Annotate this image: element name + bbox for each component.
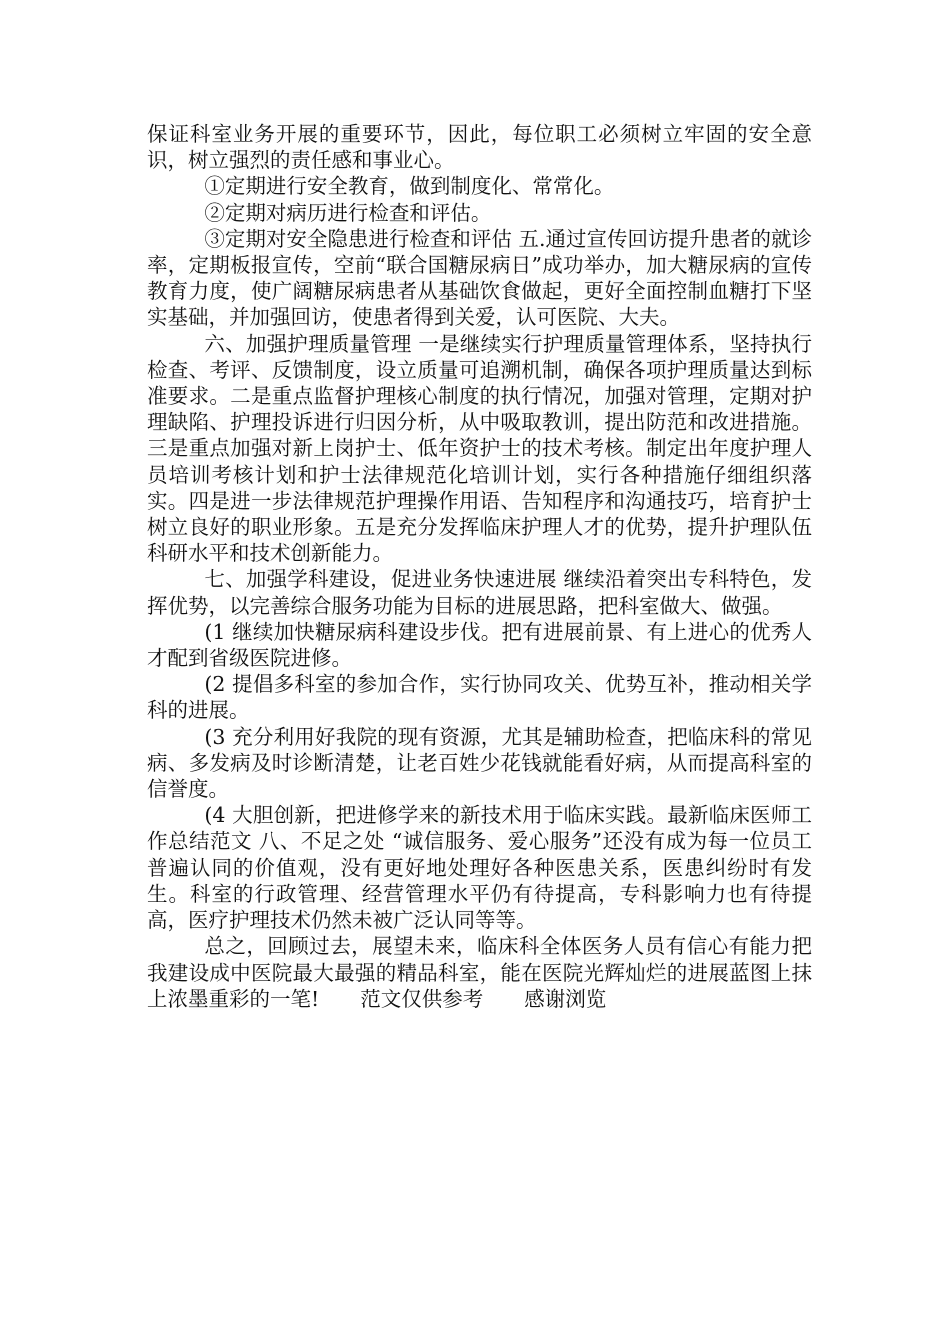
list-item-cooperation: (2 提倡多科室的参加合作，实行协同攻关、优势互补，推动相关学科的进展。 — [147, 672, 812, 723]
list-item-innovation-and-shortcomings: (4 大胆创新，把进修学来的新技术用于临床实践。最新临床医师工作总结范文 八、不足之处 “诚信服务、爱心服务”还没有成为每一位员工普遍认同的价值观，没有更好地处理好各种医患关系，医患纠纷时有发生。科室的行政管理、经营管理水平仍有待提高，专科影响力也有待提高，医疗护理技术仍然未被广泛认同等等。 — [147, 803, 812, 933]
paragraph-hazard-check-and-outreach: ③定期对安全隐患进行检查和评估 五.通过宣传回访提升患者的就诊率，定期板报宣传，空前“联合国糖尿病日”成功举办，加大糖尿病的宣传教育力度，使广阔糖尿病患者从基础饮食做起，更好全面控制血糖打下坚实基础，并加强回访，使患者得到关爱，认可医院、大夫。 — [147, 226, 812, 330]
document-body — [147, 121, 812, 1012]
list-item-safety-education: ①定期进行安全教育，做到制度化、常常化。 — [204, 174, 615, 199]
paragraph-conclusion: 总之，回顾过去，展望未来，临床科全体医务人员有信心有能力把我建设成中医院最大最强的精品科室，能在医院光辉灿烂的进展蓝图上抹上浓墨重彩的一笔! 范文仅供参考 感谢浏览 — [147, 934, 812, 1011]
list-item-resources: (3 充分利用好我院的现有资源，尤其是辅助检查，把临床科的常见病、多发病及时诊断清楚，让老百姓少花钱就能看好病，从而提高科室的信誉度。 — [147, 724, 812, 802]
list-item-diabetes-department: (1 继续加快糖尿病科建设步伐。把有进展前景、有上进心的优秀人才配到省级医院进修。 — [147, 619, 812, 671]
paragraph-safety-importance: 保证科室业务开展的重要环节，因此，每位职工必须树立牢固的安全意识，树立强烈的责任感和事业心。 — [147, 122, 812, 173]
list-item-record-review: ②定期对病历进行检查和评估。 — [204, 200, 492, 225]
paragraph-nursing-quality: 六、加强护理质量管理 一是继续实行护理质量管理体系，坚持执行检查、考评、反馈制度，设立质量可追溯机制，确保各项护理质量达到标准要求。二是重点监督护理核心制度的执行情况，加强对管理，定期对护理缺陷、护理投诉进行归因分析，从中吸取教训，提出防范和改进措施。三是重点加强对新上岗护士、低年资护士的技术考核。制定出年度护理人员培训考核计划和护士法律规范化培训计划，实行各种措施仔细组织落实。四是进一步法律规范护理操作用语、告知程序和沟通技巧，培育护士树立良好的职业形象。五是充分发挥临床护理人才的优势，提升护理队伍科研水平和技术创新能力。 — [147, 331, 812, 566]
paragraph-discipline-building: 七、加强学科建设，促进业务快速进展 继续沿着突出专科特色，发挥优势，以完善综合服务功能为目标的进展思路，把科室做大、做强。 — [147, 567, 812, 618]
